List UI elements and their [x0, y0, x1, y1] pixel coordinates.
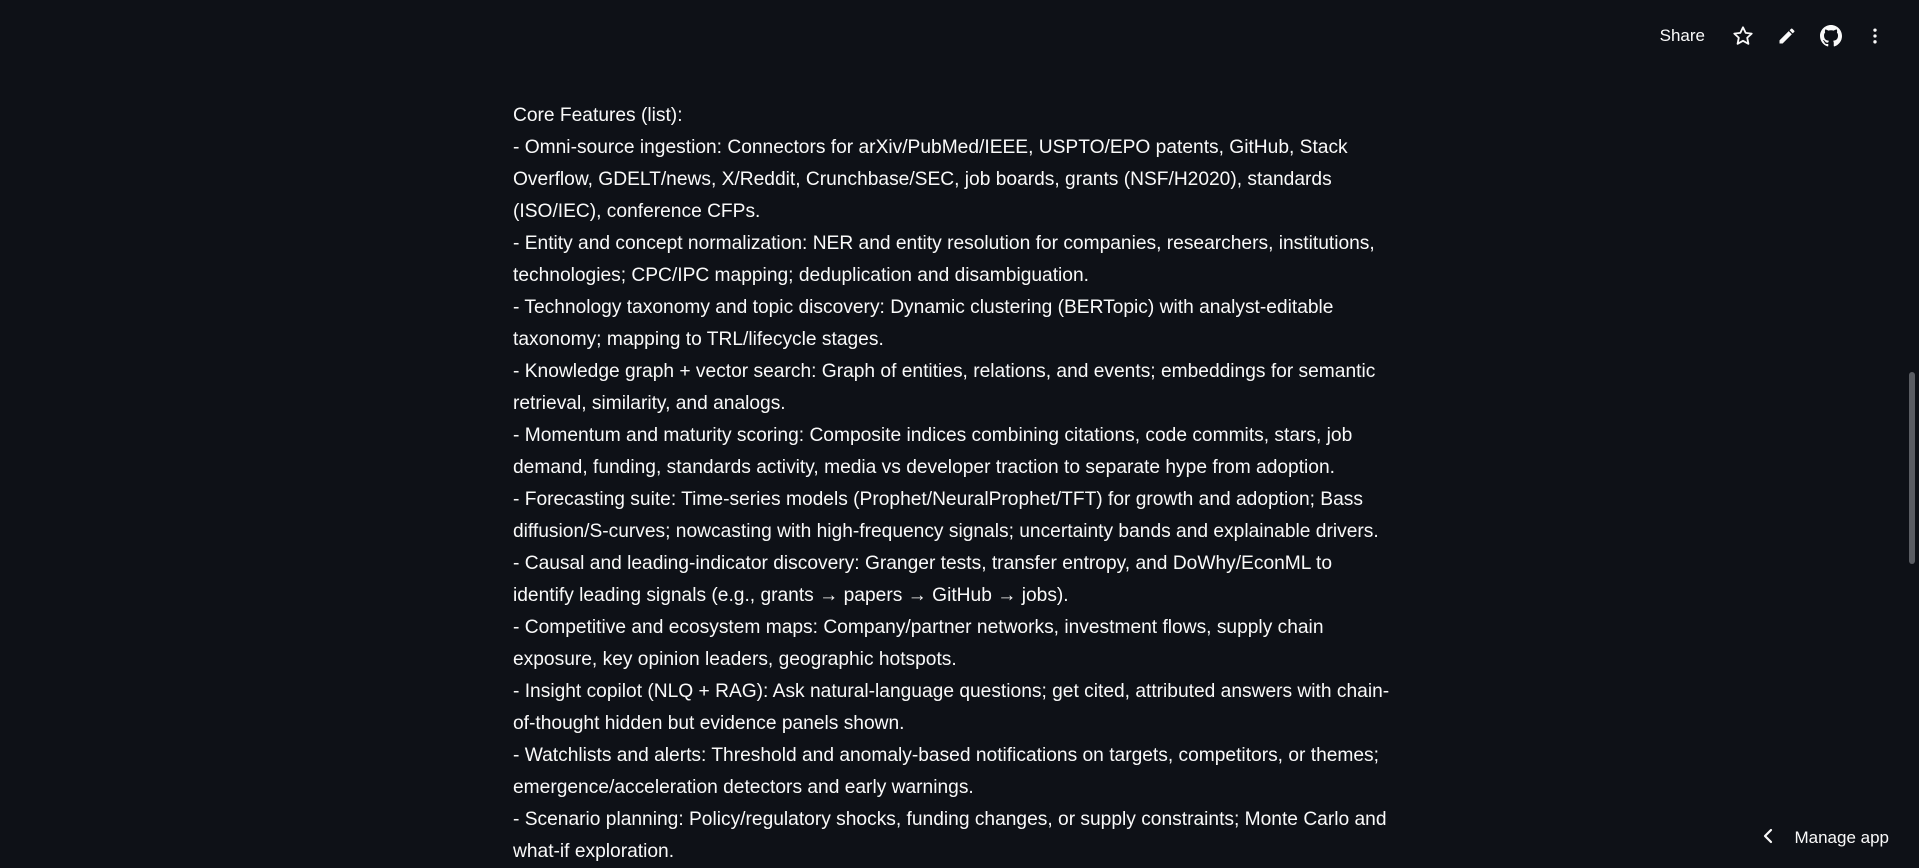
share-button[interactable]: Share [1659, 26, 1705, 45]
feature-item-knowledge-graph: - Knowledge graph + vector search: Graph of entities, relations, and events; embeddings for semantic retrieval, similarity, and analogs. [513, 361, 1376, 414]
more-vertical-icon [1865, 26, 1885, 46]
edit-button[interactable] [1765, 20, 1809, 52]
github-icon [1820, 25, 1842, 47]
feature-item-ingestion: - Omni-source ingestion: Connectors for arXiv/PubMed/IEEE, USPTO/EPO patents, GitHub, Stack Overflow, GDELT/news, X/Reddit, Crunchbase/SEC, job boards, grants (NSF/H2020), standards (ISO/IEC), conference CFPs. [513, 137, 1348, 222]
scrollbar-thumb[interactable] [1909, 372, 1915, 564]
manage-app-button[interactable] [1762, 822, 1889, 854]
main-content [513, 100, 1398, 868]
feature-item-copilot: - Insight copilot (NLQ + RAG): Ask natural-language questions; get cited, attributed answers with chain-of-thought hidden but evidence panels shown. [513, 681, 1390, 734]
feature-item-forecasting: - Forecasting suite: Time-series models (Prophet/NeuralProphet/TFT) for growth and adoption; Bass diffusion/S-curves; nowcasting with high-frequency signals; uncertainty bands and explainable drivers. [513, 489, 1379, 542]
star-icon [1732, 25, 1754, 47]
feature-item-competitive: - Competitive and ecosystem maps: Company/partner networks, investment flows, supply chain exposure, key opinion leaders, geographic hotspots. [513, 617, 1324, 670]
feature-item-scenario: - Scenario planning: Policy/regulatory shocks, funding changes, or supply constraints; Monte Carlo and what-if exploration. [513, 809, 1387, 862]
manage-app-label: Manage app [1794, 828, 1889, 847]
more-options-button[interactable] [1853, 20, 1897, 52]
chevron-left-icon [1762, 828, 1776, 849]
feature-item-normalization: - Entity and concept normalization: NER and entity resolution for companies, researchers, institutions, technologies; CPC/IPC mapping; deduplication and disambiguation. [513, 233, 1375, 286]
top-toolbar [1650, 20, 1897, 52]
feature-item-causal: - Causal and leading-indicator discovery: Granger tests, transfer entropy, and DoWhy/EconML to identify leading signals (e.g., grants → papers → GitHub → jobs). [513, 553, 1333, 606]
github-button[interactable] [1809, 20, 1853, 52]
vertical-scrollbar[interactable] [1905, 0, 1919, 868]
features-heading: Core Features (list): [513, 105, 683, 126]
pencil-icon [1777, 26, 1797, 46]
feature-item-momentum: - Momentum and maturity scoring: Composite indices combining citations, code commits, stars, job demand, funding, standards activity, media vs developer traction to separate hype from adoption. [513, 425, 1353, 478]
star-button[interactable] [1721, 20, 1765, 52]
feature-item-taxonomy: - Technology taxonomy and topic discovery: Dynamic clustering (BERTopic) with analyst-editable taxonomy; mapping to TRL/lifecycle stages. [513, 297, 1334, 350]
feature-item-watchlists: - Watchlists and alerts: Threshold and anomaly-based notifications on targets, competitors, or themes; emergence/acceleration detectors and early warnings. [513, 745, 1379, 798]
